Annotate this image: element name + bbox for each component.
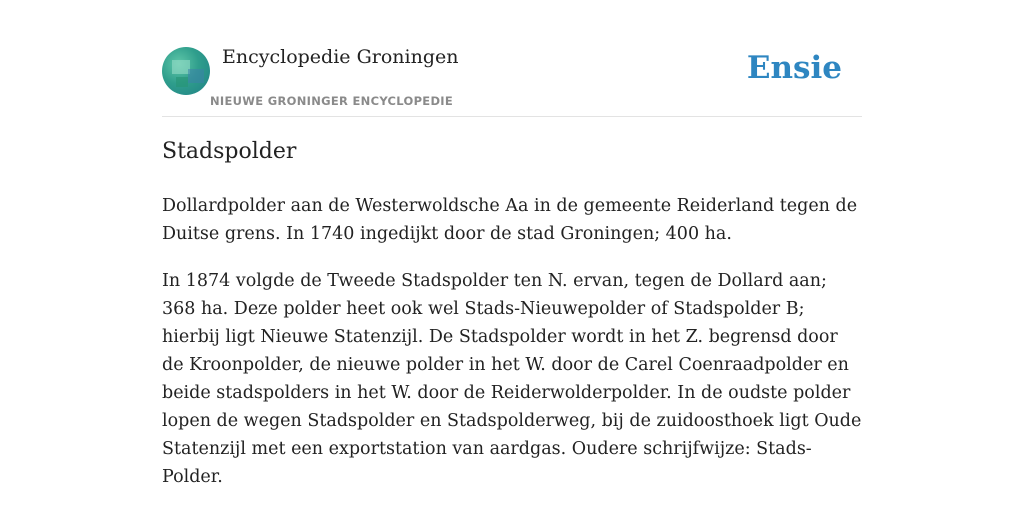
encyclopedia-subtitle: NIEUWE GRONINGER ENCYCLOPEDIE — [210, 94, 454, 108]
entry-content — [162, 192, 862, 510]
entry-paragraph: Dollardpolder aan de Westerwoldsche Aa in de gemeente Reiderland tegen de Duitse grens. In 1740 ingedijkt door de stad Groningen; 400 ha. — [162, 196, 858, 244]
encyclopedia-logo[interactable] — [162, 47, 210, 95]
site-header — [162, 40, 862, 117]
entry-title: Stadspolder — [162, 139, 297, 164]
entry-paragraph: In 1874 volgde de Tweede Stadspolder ten N. ervan, tegen de Dollard aan; 368 ha. Deze polder heet ook wel Stads-Nieuwepolder of Stadspolder B; hierbij ligt Nieuwe Statenzijl. De Stadspolder wordt in het Z. begrensd door de Kroonpolder, de nieuwe polder in het W. door de Carel Coenraadpolder en beide stadspolders in het W. door de Reiderwolderpolder. In de oudste polder lopen de wegen Stadspolder en Stadspolderweg, bij de zuidoosthoek ligt Oude Statenzijl met een exportstation van aardgas. Oudere schrijfwijze: Stads-Polder. — [162, 271, 862, 487]
encyclopedia-title[interactable]: Encyclopedie Groningen — [222, 46, 459, 68]
logo-map-patch — [188, 69, 204, 83]
ensie-brand-logo[interactable]: Ensie — [746, 50, 842, 86]
logo-map-patch — [176, 77, 188, 87]
